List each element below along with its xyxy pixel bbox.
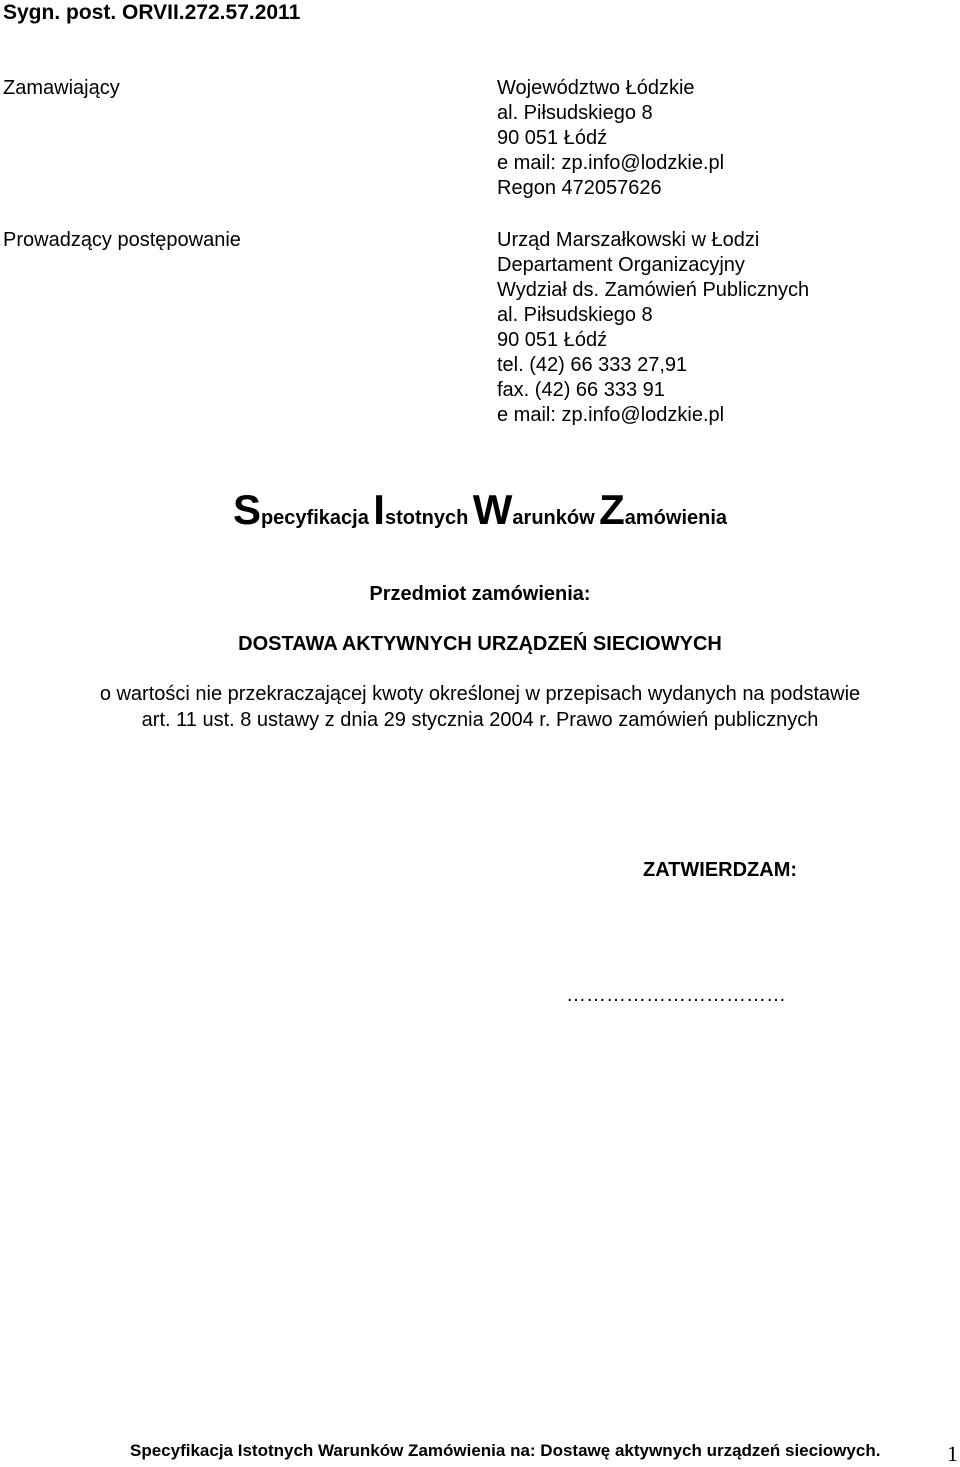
fax-line: fax. (42) 66 333 91: [497, 379, 665, 401]
footer-text: Specyfikacja Istotnych Warunków Zamówienia na: Dostawę aktywnych urządzeń sieciowych.: [130, 1441, 881, 1460]
address-line: Departament Organizacyjny: [497, 254, 745, 276]
address-line: Urząd Marszałkowski w Łodzi: [497, 229, 760, 251]
regon-line: Regon 472057626: [497, 177, 662, 199]
address-line: al. Piłsudskiego 8: [497, 304, 653, 326]
ordering-party-label: Zamawiający: [3, 77, 120, 99]
title-word-rest: arunków: [512, 507, 595, 529]
signature-line: ……………………………: [566, 984, 786, 1006]
address-line: 90 051 Łódź: [497, 329, 608, 351]
approval-label: ZATWIERDZAM:: [643, 859, 798, 881]
address-line: Województwo Łódzkie: [497, 77, 695, 99]
conducting-party-label: Prowadzący postępowanie: [3, 229, 241, 251]
phone-line: tel. (42) 66 333 27,91: [497, 354, 688, 376]
address-line: 90 051 Łódź: [497, 127, 608, 149]
reference-number: Sygn. post. ORVII.272.57.2011: [3, 1, 301, 24]
description-line: o wartości nie przekraczającej kwoty określonej w przepisach wydanych na podstawie: [99, 683, 861, 705]
email-line: e mail: zp.info@lodzkie.pl: [497, 404, 725, 426]
document-title: [0, 484, 960, 546]
title-word-rest: stotnych: [384, 507, 469, 529]
title-initial: Z: [599, 486, 625, 533]
title-word-rest: pecyfikacja: [260, 507, 369, 529]
subject-label: Przedmiot zamówienia:: [369, 583, 591, 605]
title-initial: W: [472, 486, 513, 533]
email-line: e mail: zp.info@lodzkie.pl: [497, 152, 725, 174]
title-initial: S: [232, 486, 261, 533]
page-number: 1: [947, 1441, 958, 1466]
ordering-party-address: [497, 76, 724, 201]
address-line: al. Piłsudskiego 8: [497, 102, 653, 124]
title-initial: I: [373, 486, 385, 533]
address-line: Wydział ds. Zamówień Publicznych: [497, 279, 810, 301]
subject-description: [0, 681, 960, 733]
conducting-party-address: [497, 228, 809, 428]
description-line: art. 11 ust. 8 ustawy z dnia 29 stycznia 2004 r. Prawo zamówień publicznych: [141, 709, 819, 731]
title-word-rest: amówienia: [624, 507, 728, 529]
subject-name: DOSTAWA AKTYWNYCH URZĄDZEŃ SIECIOWYCH: [238, 633, 722, 655]
